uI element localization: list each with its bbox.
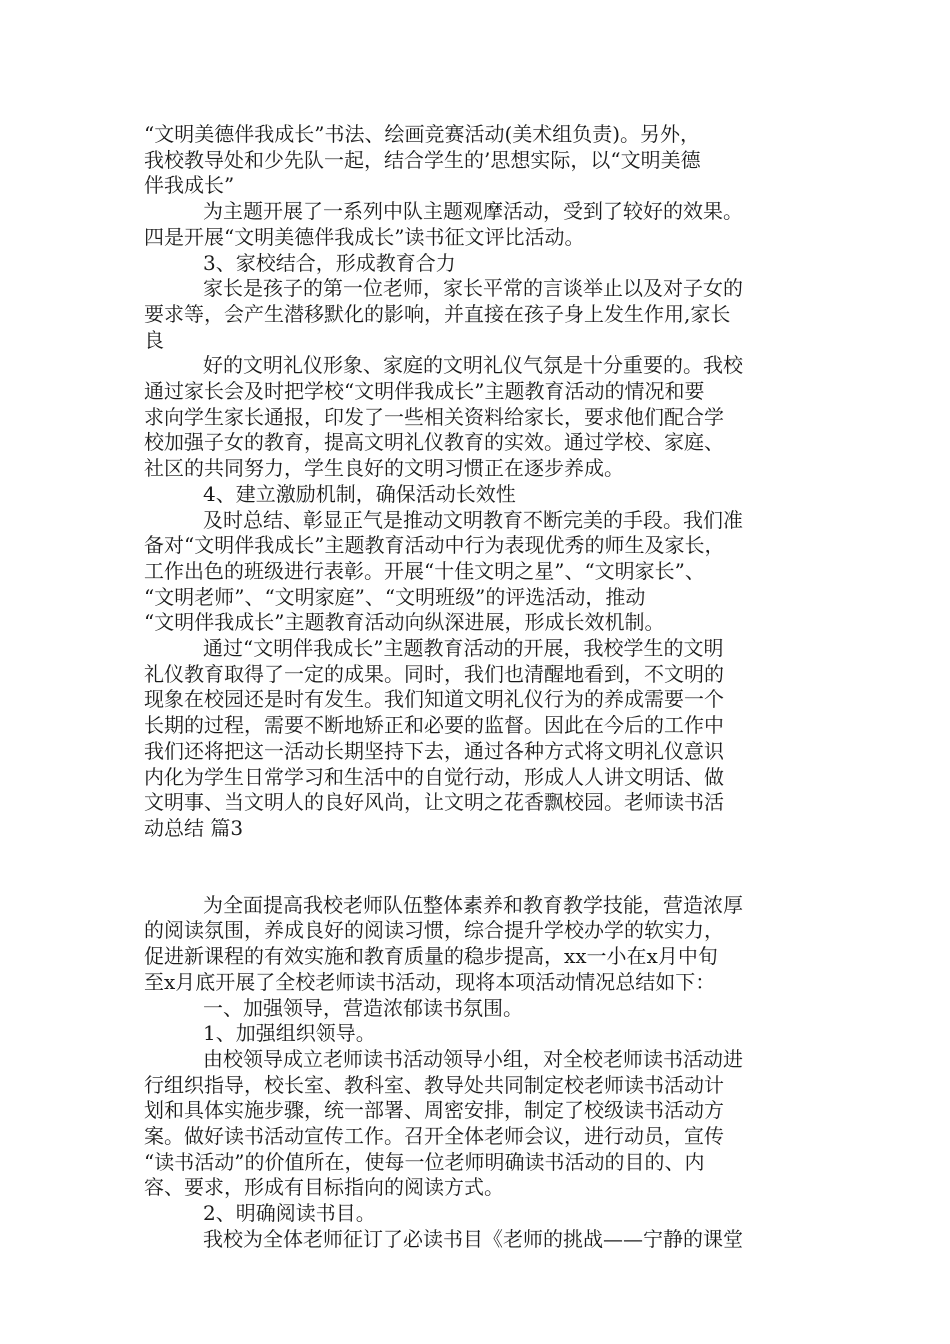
text-line: 一、加强领导，营造浓郁读书氛围。	[203, 995, 523, 1020]
text-line: 促进新课程的有效实施和教育质量的稳步提高，xx一小在x月中旬	[144, 944, 718, 969]
text-line: 通过家长会及时把学校“文明伴我成长”主题教育活动的情况和要	[144, 379, 705, 404]
text-line: 我校为全体老师征订了必读书目《老师的挑战——宁静的课堂	[203, 1226, 743, 1251]
text-line: 容、要求，形成有目标指向的阅读方式。	[144, 1175, 504, 1200]
text-line: 备对“文明伴我成长”主题教育活动中行为表现优秀的师生及家长，	[144, 533, 725, 558]
text-line: 3、家校结合，形成教育合力	[203, 250, 456, 275]
text-line: 四是开展“文明美德伴我成长”读书征文评比活动。	[144, 224, 585, 249]
text-line: 案。做好读书活动宣传工作。召开全体老师会议，进行动员，宣传	[144, 1124, 724, 1149]
text-line: 的阅读氛围，养成良好的阅读习惯，综合提升学校办学的软实力，	[144, 918, 724, 943]
text-line: “读书活动”的价值所在，使每一位老师明确读书活动的目的、内	[144, 1149, 705, 1174]
text-line: 4、建立激励机制，确保活动长效性	[203, 481, 516, 506]
text-line: 2、明确阅读书目。	[203, 1201, 376, 1226]
text-line: 求向学生家长通报，印发了一些相关资料给家长，要求他们配合学	[144, 404, 724, 429]
text-line: 由校领导成立老师读书活动领导小组，对全校老师读书活动进	[203, 1046, 743, 1071]
text-line: 至x月底开展了全校老师读书活动，现将本项活动情况总结如下：	[144, 969, 716, 994]
text-line: 1、加强组织领导。	[203, 1021, 376, 1046]
text-line: 工作出色的班级进行表彰。开展“十佳文明之星”、“文明家长”、	[144, 558, 705, 583]
text-line: 良	[144, 327, 164, 352]
text-line: 动总结 篇3	[144, 815, 244, 840]
text-line: 伴我成长”	[144, 173, 235, 198]
text-line: 为全面提高我校老师队伍整体素养和教育教学技能，营造浓厚	[203, 892, 743, 917]
text-line: 现象在校园还是时有发生。我们知道文明礼仪行为的养成需要一个	[144, 687, 724, 712]
blank-gap	[144, 842, 806, 893]
text-line: “文明美德伴我成长”书法、绘画竞赛活动(美术组负责)。另外，	[144, 122, 701, 146]
text-line: 划和具体实施步骤，统一部署、周密安排，制定了校级读书活动方	[144, 1098, 724, 1123]
document-body	[144, 122, 806, 1253]
text-line: 家长是孩子的第一位老师，家长平常的言谈举止以及对子女的	[203, 276, 743, 301]
text-line: 及时总结、彰显正气是推动文明教育不断完美的手段。我们准	[203, 507, 743, 532]
text-line: 长期的过程，需要不断地矫正和必要的监督。因此在今后的工作中	[144, 713, 724, 738]
text-line: “文明老师”、“文明家庭”、“文明班级”的评选活动，推动	[144, 584, 646, 609]
text-line: 通过“文明伴我成长”主题教育活动的开展，我校学生的文明	[203, 636, 724, 661]
text-line: 好的文明礼仪形象、家庭的文明礼仪气氛是十分重要的。我校	[203, 353, 743, 378]
text-line: 行组织指导，校长室、教科室、教导处共同制定校老师读书活动计	[144, 1072, 724, 1097]
text-line: 我校教导处和少先队一起，结合学生的’思想实际，以“文明美德	[144, 147, 701, 172]
text-line: 社区的共同努力，学生良好的文明习惯正在逐步养成。	[144, 456, 624, 481]
text-line: 我们还将把这一活动长期坚持下去，通过各种方式将文明礼仪意识	[144, 738, 724, 763]
text-line: “文明伴我成长”主题教育活动向纵深进展，形成长效机制。	[144, 610, 665, 635]
text-line: 为主题开展了一系列中队主题观摩活动，受到了较好的效果。	[203, 199, 743, 224]
text-line: 文明事、当文明人的良好风尚，让文明之花香飘校园。老师读书活	[144, 790, 724, 815]
text-line: 内化为学生日常学习和生活中的自觉行动，形成人人讲文明话、做	[144, 764, 724, 789]
text-line: 校加强子女的教育，提高文明礼仪教育的实效。通过学校、家庭、	[144, 430, 724, 455]
text-line: 要求等，会产生潜移默化的影响，并直接在孩子身上发生作用,家长	[144, 301, 731, 326]
text-line: 礼仪教育取得了一定的成果。同时，我们也清醒地看到，不文明的	[144, 661, 724, 686]
